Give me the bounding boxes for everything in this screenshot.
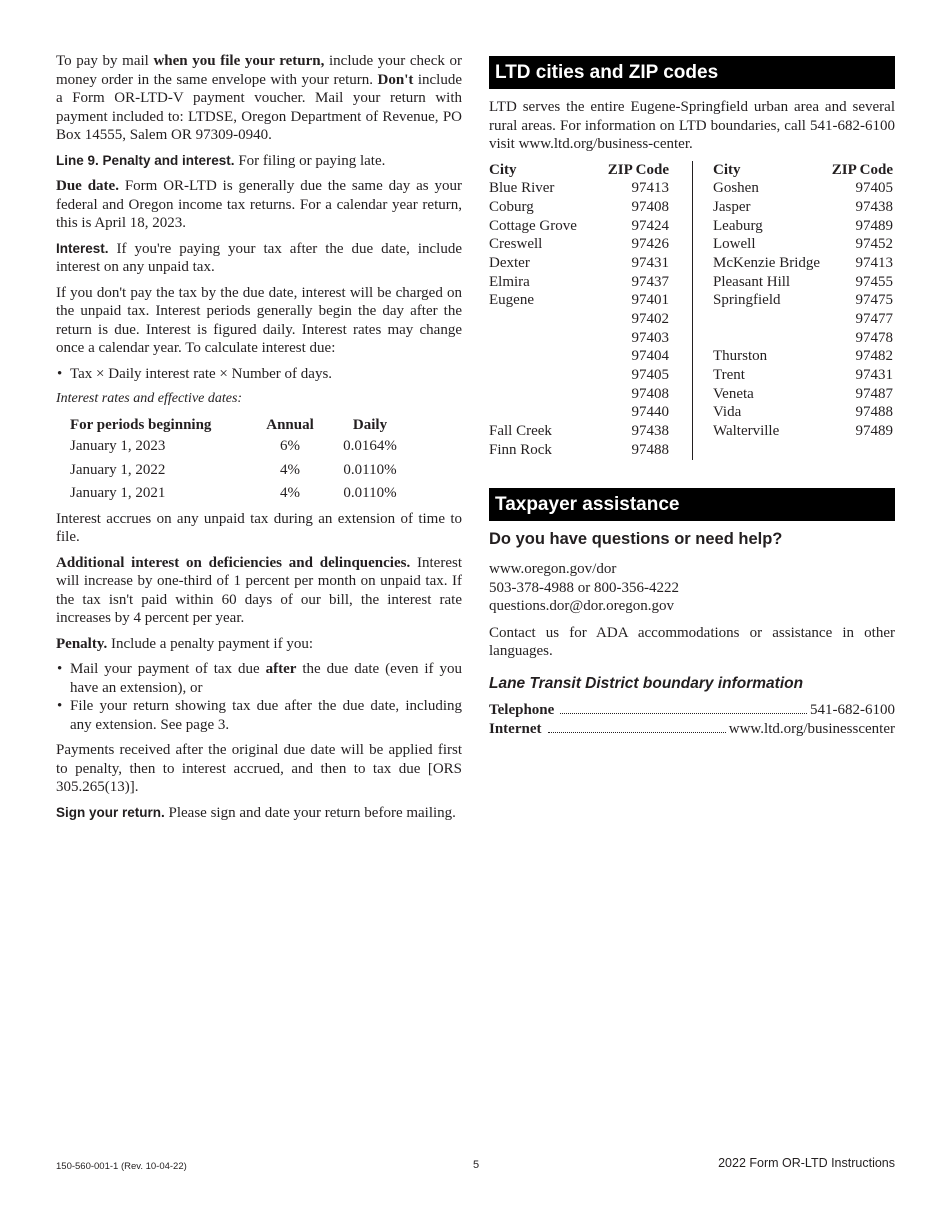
sign-paragraph: Sign your return. Please sign and date your return before mailing. bbox=[56, 804, 456, 821]
due-date-paragraph: Due date. Form OR-LTD is generally due the same day as your federal and Oregon income tax returns. For a calendar year return, this is April 18, 2023. bbox=[56, 178, 462, 231]
rates-header-annual: Annual bbox=[266, 416, 314, 433]
zip-section-title: LTD cities and ZIP codes bbox=[489, 56, 895, 89]
zip-city: Elmira bbox=[489, 273, 530, 290]
rates-period-cell: January 1, 2021 bbox=[70, 485, 166, 501]
list-item bbox=[489, 179, 669, 198]
internet-label: Internet bbox=[489, 720, 542, 737]
zip-column-left bbox=[489, 161, 693, 460]
rates-caption: Interest rates and effective dates: bbox=[56, 391, 243, 406]
ltd-telephone-row bbox=[489, 701, 895, 720]
zip-code: 97489 bbox=[855, 423, 893, 440]
list-item bbox=[489, 403, 669, 422]
left-column bbox=[56, 52, 462, 829]
list-item bbox=[489, 310, 669, 329]
zip-code: 97405 bbox=[631, 367, 669, 384]
zip-code: 97405 bbox=[855, 180, 893, 197]
dor-phone-numbers: 503-378-4988 or 800-356-4222 bbox=[489, 579, 679, 596]
zip-city: Vida bbox=[713, 404, 742, 421]
list-item bbox=[713, 385, 893, 404]
list-item bbox=[713, 217, 893, 236]
zip-city: Jasper bbox=[713, 198, 751, 215]
zip-city: McKenzie Bridge bbox=[713, 254, 821, 271]
assistance-section-title: Taxpayer assistance bbox=[489, 488, 895, 521]
zip-city: Cottage Grove bbox=[489, 217, 577, 234]
zip-code: 97478 bbox=[855, 329, 893, 346]
list-item bbox=[713, 179, 893, 198]
zip-code: 97404 bbox=[631, 348, 669, 365]
zip-city: Blue River bbox=[489, 180, 555, 197]
penalty-list bbox=[56, 660, 462, 734]
line9-paragraph: Line 9. Penalty and interest. For filing or paying late. bbox=[56, 152, 386, 169]
list-item bbox=[489, 291, 669, 310]
zip-code: 97437 bbox=[631, 273, 669, 290]
zip-city: Lowell bbox=[713, 236, 756, 253]
zip-city: Thurston bbox=[713, 348, 768, 365]
penalty-paragraph: Penalty. Include a penalty payment if you: bbox=[56, 635, 314, 652]
rates-header-daily: Daily bbox=[352, 416, 388, 433]
interest-paragraph: Interest. If you're paying your tax after the due date, include interest on any unpaid tax. bbox=[56, 240, 462, 275]
zip-city: Goshen bbox=[713, 180, 759, 197]
ada-paragraph: Contact us for ADA accommodations or assistance in other languages. bbox=[489, 624, 895, 659]
list-item bbox=[489, 198, 669, 217]
list-item bbox=[713, 254, 893, 273]
zip-column-right bbox=[693, 161, 893, 460]
zip-intro: LTD serves the entire Eugene-Springfield urban area and several rural areas. For information on LTD boundaries, call 541-682-6100 visit www.ltd.org/business-center. bbox=[489, 99, 895, 152]
page-number: 5 bbox=[473, 1159, 480, 1171]
list-item bbox=[713, 347, 893, 366]
leader-dots bbox=[560, 713, 807, 714]
extension-paragraph: Interest accrues on any unpaid tax during an extension of time to file. bbox=[56, 510, 462, 545]
zip-code: 97440 bbox=[631, 404, 669, 421]
formula-list bbox=[56, 365, 462, 384]
zip-code: 97403 bbox=[631, 329, 669, 346]
zip-code: 97408 bbox=[631, 198, 669, 215]
rates-daily-cell: 0.0110% bbox=[343, 461, 397, 478]
zip-code: 97413 bbox=[631, 180, 669, 197]
zip-city: Veneta bbox=[713, 385, 754, 402]
table-row bbox=[70, 459, 406, 483]
list-item bbox=[713, 273, 893, 292]
list-item bbox=[713, 422, 893, 441]
zip-city: Fall Creek bbox=[489, 423, 552, 440]
additional-interest-paragraph: Additional interest on deficiencies and delinquencies. Interest will increase by one-third of 1 percent per month on unpaid tax. If the tax isn't paid within 60 days of our bill, the interest rate increases by 4 percent per year. bbox=[56, 554, 462, 626]
form-number: 150-560-001-1 (Rev. 10-04-22) bbox=[56, 1161, 187, 1172]
list-item: • File your return showing tax due after the due date, including any extension. See page 3. bbox=[56, 697, 462, 734]
zip-code: 97408 bbox=[631, 385, 669, 402]
rates-period-cell: January 1, 2022 bbox=[70, 461, 166, 478]
zip-header-row: City ZIP Code bbox=[713, 161, 893, 178]
zip-code: 97413 bbox=[855, 254, 893, 271]
list-item bbox=[489, 235, 669, 254]
list-item bbox=[713, 235, 893, 254]
zip-city: Dexter bbox=[489, 254, 530, 271]
right-column bbox=[489, 56, 895, 738]
zip-code: 97455 bbox=[855, 273, 893, 290]
zip-code: 97489 bbox=[855, 217, 893, 234]
zip-code: 97401 bbox=[631, 292, 669, 309]
internet-link[interactable]: www.ltd.org/businesscenter bbox=[728, 720, 895, 737]
interest-rates-table bbox=[70, 416, 406, 506]
zip-code: 97452 bbox=[855, 236, 893, 253]
mail-payment-paragraph: To pay by mail when you file your return, include your check or money order in the same envelope with your return. Don't include a Form OR-LTD-V payment voucher. Mail your return with payment included to: LTDSE, Oregon Department of Revenue, PO Box 14555, Salem OR 97309-0940. bbox=[56, 53, 462, 143]
zip-table bbox=[489, 161, 895, 460]
zip-code: 97431 bbox=[855, 367, 893, 384]
zip-city: Eugene bbox=[489, 292, 534, 309]
zip-city: Pleasant Hill bbox=[713, 273, 791, 290]
leader-dots bbox=[548, 732, 726, 733]
zip-city: Finn Rock bbox=[489, 441, 552, 458]
zip-code: 97402 bbox=[631, 311, 669, 327]
zip-code: 97438 bbox=[855, 198, 893, 215]
list-item bbox=[489, 385, 669, 404]
ltd-boundary-heading: Lane Transit District boundary information bbox=[489, 674, 804, 692]
table-row bbox=[70, 482, 406, 506]
zip-code: 97487 bbox=[855, 385, 893, 402]
zip-code: 97488 bbox=[855, 404, 893, 421]
ltd-internet-row bbox=[489, 720, 895, 739]
unpaid-tax-paragraph: If you don't pay the tax by the due date, interest will be charged on the unpaid tax. Interest periods generally begin the day after the return is due. Interest is figured daily. Interest rates may change once a calendar year. To calculate interest due: bbox=[56, 284, 462, 356]
list-item: • Mail your payment of tax due after the due date (even if you have an extension), or bbox=[56, 660, 462, 697]
rates-header-period: For periods beginning bbox=[70, 416, 212, 433]
zip-code: 97475 bbox=[855, 292, 893, 309]
table-row bbox=[70, 435, 406, 459]
dor-email-link[interactable]: questions.dor@dor.oregon.gov bbox=[489, 598, 675, 614]
telephone-label: Telephone bbox=[489, 702, 555, 718]
rates-annual-cell: 4% bbox=[280, 461, 300, 478]
list-item bbox=[489, 254, 669, 273]
rates-daily-cell: 0.0164% bbox=[343, 438, 397, 454]
zip-code: 97426 bbox=[631, 236, 669, 253]
rates-header-row bbox=[70, 416, 406, 436]
rates-annual-cell: 6% bbox=[280, 438, 300, 454]
footer-title: 2022 Form OR-LTD Instructions bbox=[718, 1156, 895, 1170]
list-item bbox=[489, 441, 669, 460]
payments-paragraph: Payments received after the original due date will be applied first to penalty, then to interest accrued, and then to tax due [ORS 305.265(13)]. bbox=[56, 742, 462, 795]
rates-daily-cell: 0.0110% bbox=[343, 485, 397, 501]
zip-code: 97438 bbox=[631, 423, 669, 440]
list-item bbox=[489, 366, 669, 385]
formula-item: • Tax × Daily interest rate × Number of days. bbox=[56, 365, 462, 384]
zip-city: Trent bbox=[713, 367, 745, 384]
list-item bbox=[489, 422, 669, 441]
list-item bbox=[489, 347, 669, 366]
list-item bbox=[713, 366, 893, 385]
list-item bbox=[489, 273, 669, 292]
dor-website-link[interactable]: www.oregon.gov/dor bbox=[489, 561, 617, 577]
zip-code: 97488 bbox=[631, 441, 669, 458]
zip-city: Walterville bbox=[713, 423, 780, 440]
zip-city: Springfield bbox=[713, 292, 781, 309]
zip-header-row: City ZIP Code bbox=[489, 161, 669, 178]
zip-city: Leaburg bbox=[713, 217, 763, 234]
help-question-heading: Do you have questions or need help? bbox=[489, 529, 783, 548]
zip-code: 97424 bbox=[631, 217, 669, 234]
zip-code: 97482 bbox=[855, 348, 893, 365]
list-item bbox=[713, 198, 893, 217]
list-item bbox=[713, 403, 893, 422]
list-item bbox=[489, 217, 669, 236]
rates-annual-cell: 4% bbox=[280, 485, 300, 501]
zip-code: 97477 bbox=[855, 311, 893, 327]
zip-city: Coburg bbox=[489, 198, 534, 215]
list-item bbox=[713, 291, 893, 310]
list-item bbox=[713, 310, 893, 329]
zip-code: 97431 bbox=[631, 254, 669, 271]
rates-period-cell: January 1, 2023 bbox=[70, 438, 166, 454]
zip-city: Creswell bbox=[489, 236, 543, 253]
list-item bbox=[713, 329, 893, 348]
list-item bbox=[489, 329, 669, 348]
telephone-value: 541-682-6100 bbox=[810, 702, 895, 718]
